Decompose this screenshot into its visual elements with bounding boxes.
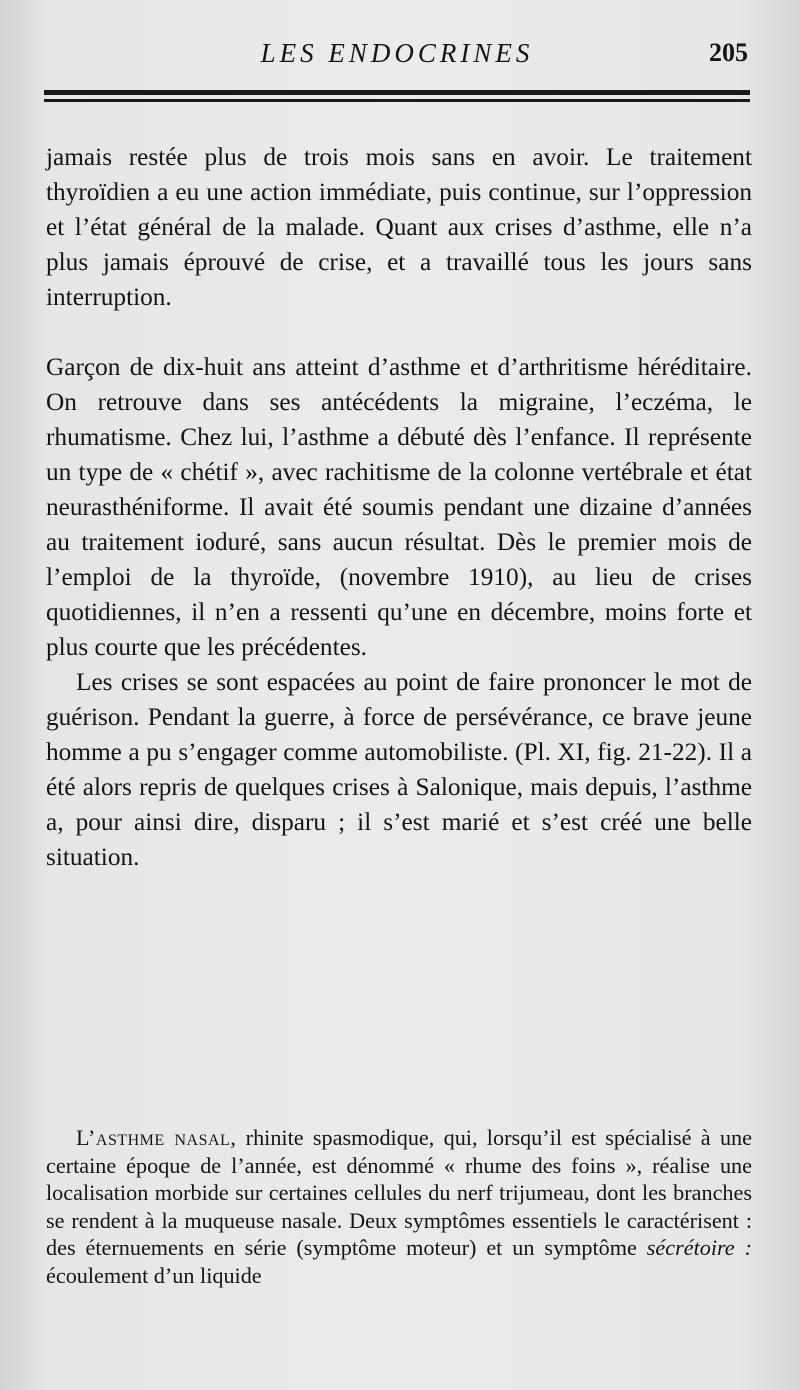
- paragraph-outcome: Les crises se sont espacées au point de faire prononcer le mot de guérison. Pendant la guerre, à force de persévérance, ce brave jeune homme a pu s’engager comme automobiliste. (Pl. XI, fig. 21-22). Il a été alors repris de quelques crises à Salonique, mais depuis, l’asthme a, pour ainsi dire, disparu ; il s’est marié et s’est créé une belle situation.: [46, 668, 752, 871]
- paragraph-continuation: jamais restée plus de trois mois sans en avoir. Le traitement thyroïdien a eu une action immédiate, puis continue, sur l’oppression et l’état général de la malade. Quant aux crises d’asthme, elle n’a plus jamais éprouvé de crise, et a travaillé tous les jours sans interruption.: [46, 143, 752, 311]
- small-print-section: [46, 1124, 752, 1290]
- note-italic: sécrétoire :: [646, 1235, 752, 1261]
- header-rule-thick: [44, 90, 750, 95]
- page-header: [44, 38, 750, 78]
- main-text: [46, 140, 752, 875]
- small-caps-lead: L’asthme nasal,: [76, 1125, 237, 1150]
- note-text-1: rhinite spasmodique, qui, lorsqu’il est spécialisé à une certaine époque de l’année, est dénommé « rhume des foins », réalise une localisation morbide sur certaines cellules du nerf trijumeau, dont les branches se rendent à la muqueuse nasale. Deux symptômes essentiels le caractérisent : des éternuements en série (symptôme moteur) et un symptôme: [46, 1125, 752, 1261]
- page-number: 205: [709, 38, 748, 67]
- header-rule-thin: [44, 99, 750, 102]
- paragraph-case-boy: Garçon de dix-huit ans atteint d’asthme et d’arthritisme héréditaire. On retrouve dans ses antécédents la migraine, l’eczéma, le rhumatisme. Chez lui, l’asthme a débuté dès l’enfance. Il représente un type de « chétif », avec rachitisme de la colonne vertébrale et état neurasthéniforme. Il avait été soumis pendant une dizaine d’années au traitement ioduré, sans aucun résultat. Dès le premier mois de l’emploi de la thyroïde, (novembre 1910), au lieu de crises quotidiennes, il n’en a ressenti qu’une en décembre, moins forte et plus courte que les précédentes.: [46, 353, 752, 661]
- nasal-asthma-paragraph: [46, 1124, 752, 1290]
- note-text-2: écoulement d’un liquide: [46, 1262, 262, 1288]
- running-title: LES ENDOCRINES: [260, 38, 534, 68]
